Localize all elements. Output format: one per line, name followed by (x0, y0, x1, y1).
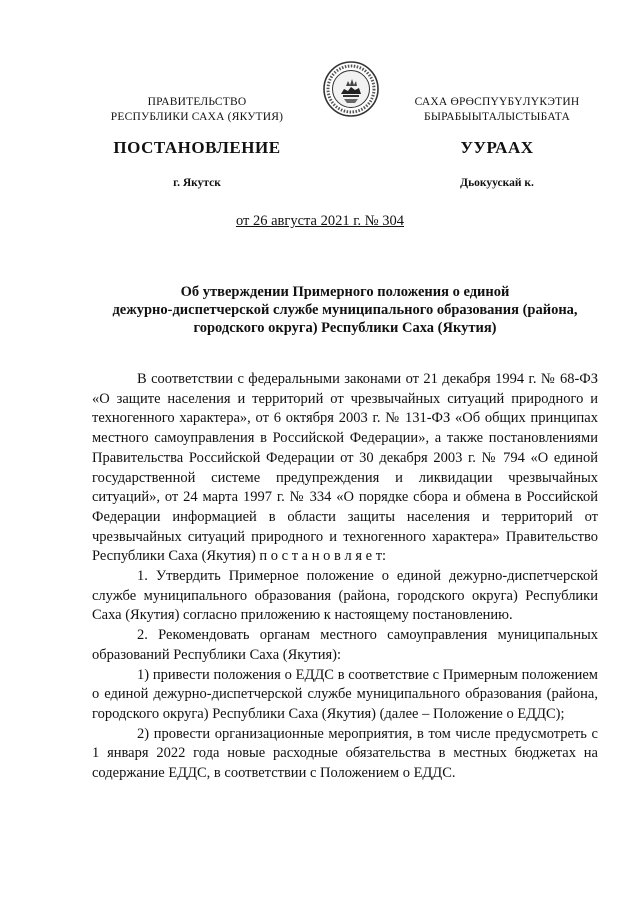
document-body (92, 370, 598, 784)
date-and-number (0, 213, 640, 230)
paragraph-item-2: 2. Рекомендовать органам местного самоуправления муниципальных образований Республики Саха (Якутия): (92, 627, 598, 663)
issuer-ru-line2: РЕСПУБЛИКИ САХА (ЯКУТИЯ) (110, 111, 284, 123)
title-line: городского округа) Республики Саха (Якутия) (193, 320, 497, 336)
city-ru: г. Якутск (173, 177, 221, 189)
city-sah: Дьокуускай к. (460, 177, 534, 189)
paragraph-subitem-1: 1) привести положения о ЕДДС в соответствие с Примерным положением о единой дежурно-диспетчерской службе муниципального образования (района, городского округа) Республики Саха (Якутия) (далее – Положение о ЕДДС); (92, 666, 598, 722)
issuer-sah-line2: БЫРАБЫЫТАЛЫСТЫБАТА (424, 111, 570, 123)
issuer-sah (392, 95, 602, 125)
emblem-icon (322, 60, 380, 118)
issuer-ru-line1: ПРАВИТЕЛЬСТВО (147, 96, 247, 108)
coat-of-arms-emblem (322, 60, 380, 118)
title-line: Об утверждении Примерного положения о единой (180, 284, 510, 300)
title-line: дежурно-диспетчерской службе муниципального образования (района, (112, 302, 578, 318)
issuer-ru (92, 95, 302, 125)
paragraph-preamble: В соответствии с федеральными законами от 21 декабря 1994 г. № 68-ФЗ «О защите населения и территорий от чрезвычайных ситуаций природного и техногенного характера», от 6 октября 2003 г. № 131-ФЗ «Об общих принципах местного самоуправления в Российской Федерации», а также постановлениями Правительства Российской Федерации от 30 декабря 2003 г. № 794 «О единой государственной системе предупреждения и ликвидации чрезвычайных ситуаций», от 24 марта 1997 г. № 334 «О порядке сбора и обмена в Российской Федерации информацией в области защиты населения и территорий от чрезвычайных ситуаций природного и техногенного характера» Правительство Республики Саха (Якутия) п о с т а н о в л я е т: (92, 371, 598, 565)
paragraph-item-1: 1. Утвердить Примерное положение о единой дежурно-диспетчерской службе муниципального образования (района, городского округа) Республики Саха (Якутия) согласно приложению к настоящему постановлению. (92, 568, 598, 624)
doc-type-sah: УУРААХ (460, 138, 534, 157)
doc-type-ru: ПОСТАНОВЛЕНИЕ (113, 138, 281, 157)
issuer-sah-line1: САХА ӨРӨСПҮҮБҮЛҮКЭТИН (414, 96, 580, 108)
date-number-text: от 26 августа 2021 г. № 304 (235, 213, 405, 229)
paragraph-subitem-2: 2) провести организационные мероприятия, в том числе предусмотреть с 1 января 2022 года новые расходные обязательства в местных бюджетах на содержание ЕДДС, в соответствии с Положением о ЕДДС. (92, 725, 598, 782)
document-title (82, 283, 608, 337)
